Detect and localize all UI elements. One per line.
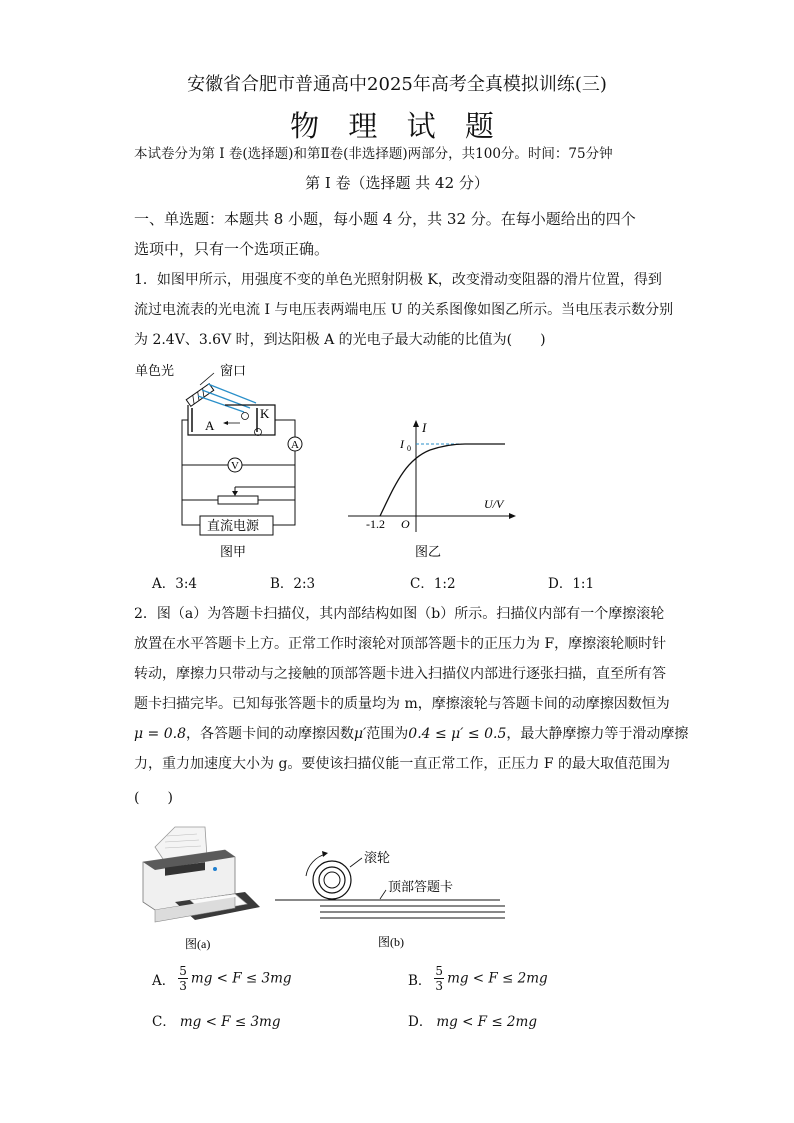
figure-yi-caption: 图乙: [415, 544, 442, 559]
q2-text-line5: [134, 720, 688, 748]
figure-jia-caption: 图甲: [220, 544, 247, 559]
q2-option-a[interactable]: A． $\frac{5}{3}$ mg < F ≤ 3mg: [152, 964, 292, 993]
q1-text-line2: 流过电流表的光电流 I 与电压表两端电压 U 的关系图像如图乙所示。当电压表示数分别: [134, 302, 674, 318]
label-top-card: 顶部答题卡: [388, 879, 454, 894]
label-dc-source: 直流电源: [207, 518, 260, 533]
q1-text-line3: 为 2.4V、3.6V 时，到达阳极 A 的光电子最大动能的比值为( ): [134, 332, 546, 348]
q1-option-b[interactable]: B．2:3: [270, 576, 316, 592]
exam-info: 本试卷分为第 I 卷(选择题)和第Ⅱ卷(非选择题)两部分，共100分。时间：75分钟: [134, 146, 613, 162]
ammeter-label: A: [291, 439, 299, 451]
q1-option-d[interactable]: D．1:1: [548, 576, 595, 592]
q2-option-c[interactable]: C． mg < F ≤ 3mg: [152, 1014, 281, 1030]
section-heading-line1: 一、单选题：本题共 8 小题，每小题 4 分，共 32 分。在每小题给出的四个: [134, 210, 636, 228]
q2-text-line1: 2．图（a）为答题卡扫描仪，其内部结构如图（b）所示。扫描仪内部有一个摩擦滚轮: [134, 606, 665, 622]
axis-label-I: I: [422, 420, 427, 435]
q2-text-line4: 题卡扫描完毕。已知每张答题卡的质量均为 m，摩擦滚轮与答题卡间的动摩擦因数恒为: [134, 696, 670, 712]
q1-option-c[interactable]: C．1:2: [410, 576, 456, 592]
voltmeter-label: V: [231, 460, 239, 472]
part-title: 第 I 卷（选择题 共 42 分）: [305, 174, 489, 192]
window-shape: [186, 384, 214, 407]
label-monochromatic-light: 单色光: [135, 363, 175, 378]
axis-label-UV: U/V: [484, 497, 504, 511]
label-I0: I: [400, 437, 404, 451]
q2-option-b[interactable]: B． $\frac{5}{3}$ mg < F ≤ 2mg: [408, 964, 548, 993]
exam-header-line: 安徽省合肥市普通高中2025年高考全真模拟训练(三): [187, 74, 607, 95]
label-roller: 滚轮: [364, 850, 391, 865]
q2-line5-d: 范围为: [366, 726, 409, 742]
q2-text-line7: ( ): [134, 790, 173, 806]
q2-text-line6: 力，重力加速度大小为 g。要使该扫描仪能一直正常工作，正压力 F 的最大取值范围为: [134, 756, 671, 772]
origin-label: O: [401, 517, 410, 531]
label-window: 窗口: [220, 363, 247, 378]
fraction-5-3: $\frac{5}{3}$: [435, 964, 444, 993]
q1-option-a[interactable]: A．3:4: [152, 576, 197, 592]
tick-label-neg-1-2: -1.2: [366, 517, 385, 531]
label-anode-A: A: [205, 418, 215, 433]
q1-text-line1: 1．如图甲所示，用强度不变的单色光照射阴极 K，改变滑动变阻器的滑片位置，得到: [134, 272, 662, 288]
q2-line5-f: ，最大静摩擦力等于滑动摩擦: [506, 726, 689, 742]
q2-text-line2: 放置在水平答题卡上方。正常工作时滚轮对顶部答题卡的正压力为 F，摩擦滚轮顺时针: [134, 636, 667, 652]
figure-a-scanner: [135, 822, 265, 957]
fraction-5-3: $\frac{5}{3}$: [179, 964, 187, 993]
mu-value: μ = 0.8: [134, 726, 186, 742]
subject-title: 物 理 试 题: [290, 109, 504, 143]
q2-option-d[interactable]: D． mg < F ≤ 2mg: [408, 1014, 537, 1030]
mu-prime: μ′: [354, 726, 367, 742]
q2-text-line3: 转动，摩擦力只带动与之接触的顶部答题卡进入扫描仪内部进行逐张扫描，直至所有答: [134, 666, 666, 682]
figure-b-caption: 图(b): [378, 935, 404, 949]
label-I0-subscript: 0: [407, 444, 411, 453]
label-cathode-K: K: [260, 406, 270, 421]
figure-a-caption: 图(a): [185, 937, 211, 951]
figure-yi-graph: [340, 410, 530, 560]
mu-prime-range: 0.4 ≤ μ′ ≤ 0.5: [408, 726, 507, 742]
q2-line5-b: ，各答题卡间的动摩擦因数: [186, 726, 354, 742]
figure-b-roller: [270, 840, 520, 955]
rheostat: [218, 496, 258, 504]
figure-jia-circuit: [130, 360, 330, 560]
section-heading-line2: 选项中，只有一个选项正确。: [134, 240, 330, 258]
